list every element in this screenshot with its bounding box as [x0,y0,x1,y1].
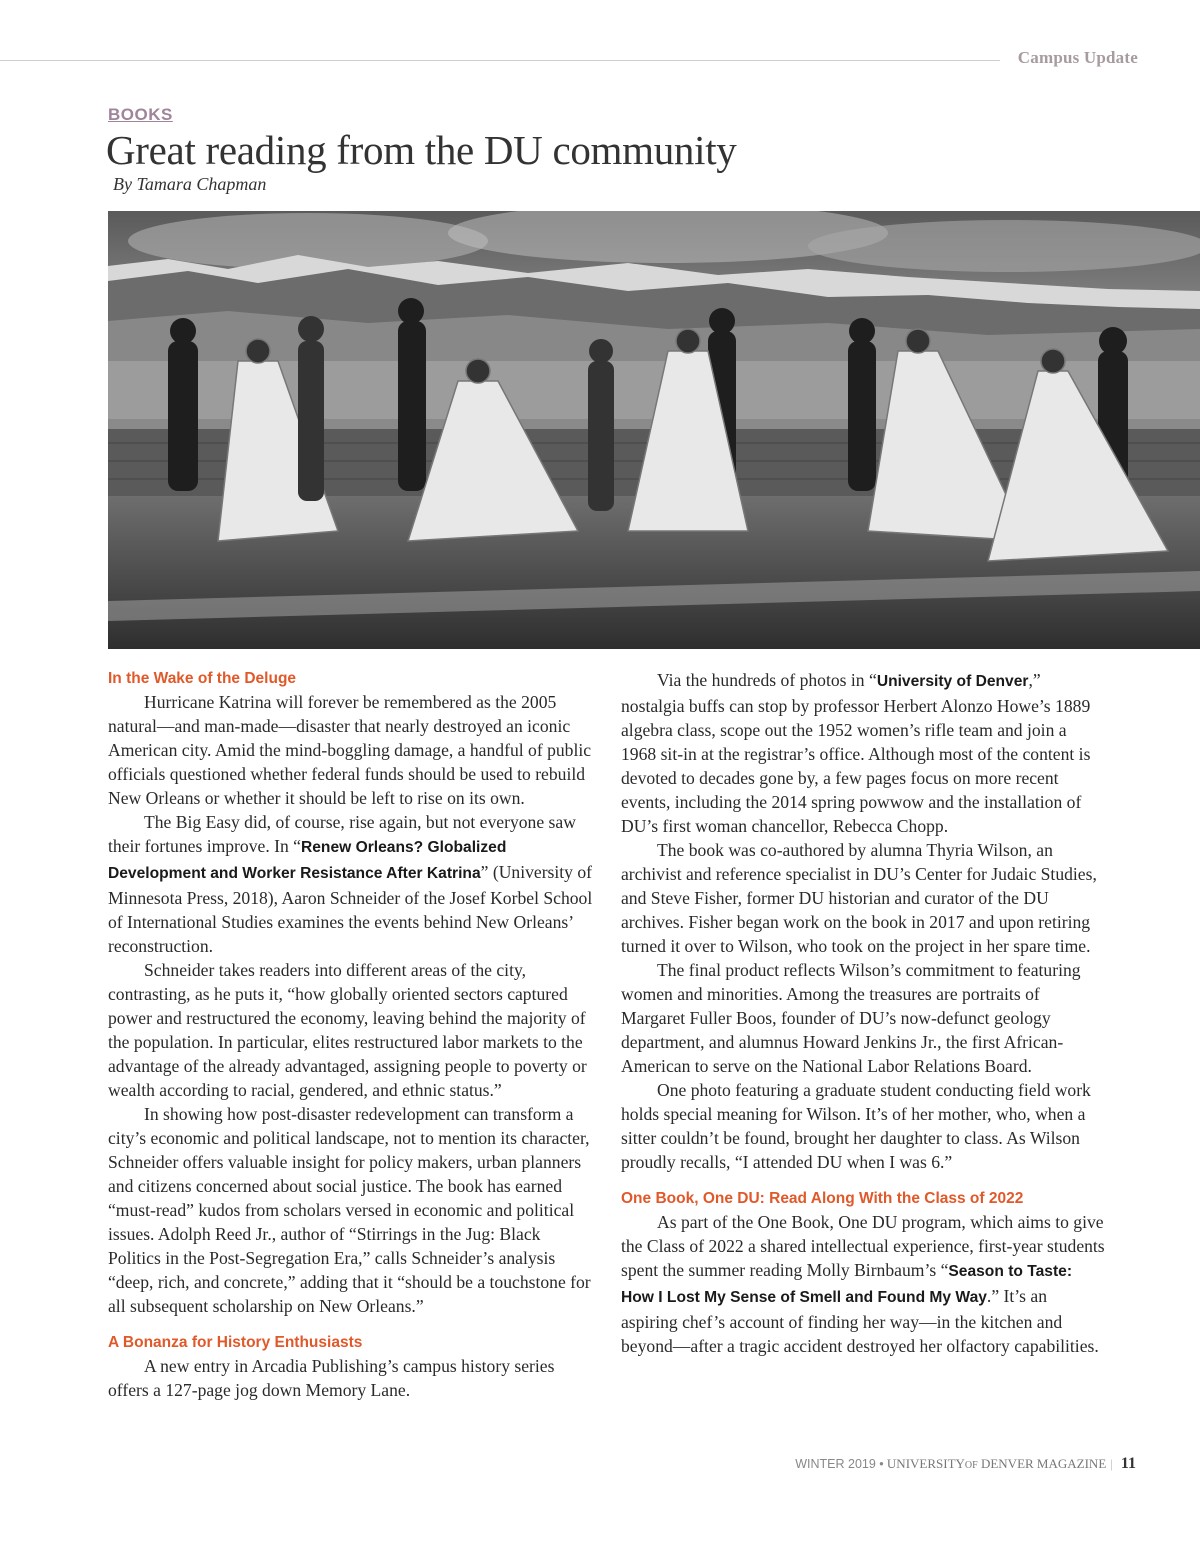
footer-pub-university: UNIVERSITY [886,1456,965,1471]
page-footer: WINTER 2019 • UNIVERSITYOF DENVER MAGAZINE | 11 [795,1455,1136,1472]
paragraph [621,1210,1106,1358]
paragraph: Schneider takes readers into different areas of the city, contrasting, as he puts it, “how globally oriented sectors captured power and restructured the economy, leaving behind the majority of the population. In particular, elites restructured labor markets to the advantage of the already advantaged, assigning people to poverty or wealth according to racial, gendered, and ethnic status.” [108,960,587,1100]
text-run: .” It’s an aspiring chef’s account of finding her way—in the kitchen and beyond—after a tragic accident destroyed her olfactory capabilities. [621,1286,1099,1356]
subhead-bonanza: A Bonanza for History Enthusiasts [108,1334,363,1351]
paragraph [621,668,1106,838]
text-run: ” (University of Minnesota Press, 2018), Aaron Schneider of the Josef Korbel School of International Studies examines the events behind New Orleans’ reconstruction. [108,862,593,956]
right-column [621,668,1106,1358]
paragraph: The book was co-authored by alumna Thyria Wilson, an archivist and reference specialist in DU’s Center for Judaic Studies, and Steve Fisher, former DU historian and curator of the DU archives. Fisher began work on the book in 2017 and upon retiring turned it over to Wilson, who took on the project in her spare time. [621,840,1097,956]
photo-illustration [108,211,1200,649]
footer-pub-of: OF [964,1460,978,1471]
paragraph: Hurricane Katrina will forever be remembered as the 2005 natural—and man-made—disaster that nearly destroyed an iconic American city. Amid the mind-boggling damage, a handful of public officials questioned whether federal funds should be used to rebuild New Orleans or whether it should be left to rise on its own. [108,692,592,808]
paragraph: A new entry in Arcadia Publishing’s campus history series offers a 127-page jog down Memory Lane. [108,1356,555,1400]
left-column [108,668,593,1402]
book-title-renew-orleans: Renew Orleans? Globalized Development and Worker Resistance After Katrina [108,839,507,882]
book-title-university-of-denver: University of Denver [876,673,1029,690]
text-run: ,” nostalgia buffs can stop by professor Herbert Alonzo Howe’s 1889 algebra class, scope out the 1952 women’s rifle team and join a 1968 sit-in at the registrar’s office. Although most of the content is devoted to decades gone by, a few pages focus on more recent events, including the 2014 spring powwow and the installation of DU’s first woman chancellor, Rebecca Chopp. [621,670,1091,836]
text-run: The Big Easy did, of course, rise again, but not everyone saw their fortunes improve. In “ [108,812,576,856]
subhead-one-book: One Book, One DU: Read Along With the Class of 2022 [621,1190,1024,1207]
header-rule [0,60,1000,61]
footer-pub-magazine: DENVER MAGAZINE [980,1456,1107,1471]
paragraph: One photo featuring a graduate student conducting field work holds special meaning for Wilson. It’s of her mother, who, when a sitter couldn’t be found, brought her daughter to class. As Wilson proudly recalls, “I attended DU when I was 6.” [621,1080,1091,1172]
paragraph: The final product reflects Wilson’s commitment to featuring women and minorities. Among the treasures are portraits of Margaret Fuller Boos, founder of DU’s now-defunct geology department, and alumnus Howard Jenkins Jr., the first African-American to serve on the National Labor Relations Board. [621,960,1081,1076]
article-byline: By Tamara Chapman [113,174,267,194]
book-title-season-to-taste: Season to Taste: How I Lost My Sense of Smell and Found My Way [621,1263,1073,1306]
subhead-wake-of-deluge: In the Wake of the Deluge [108,670,297,687]
text-run: As part of the One Book, One DU program, which aims to give the Class of 2022 a shared intellectual experience, first-year students spent the summer reading Molly Birnbaum’s “ [621,1212,1105,1280]
text-run: Via the hundreds of photos in “ [657,670,877,690]
paragraph: In showing how post-disaster redevelopment can transform a city’s economic and political landscape, not to mention its character, Schneider offers valuable insight for policy makers, urban planners and citizens concerned about social justice. The book has earned “must-read” kudos from scholars versed in economic and political issues. Adolph Reed Jr., author of “Stirrings in the Jug: Black Politics in the Post-Segregation Era,” calls Schneider’s analysis “deep, rich, and concrete,” adding that it “should be a touchstone for all subsequent scholarship on New Orleans.” [108,1104,591,1316]
footer-season: WINTER 2019 • [795,1457,884,1471]
dancers-photo [108,211,1200,649]
section-label: Campus Update [1017,48,1138,67]
article-title: Great reading from the DU community [106,127,737,173]
paragraph [108,810,593,958]
category-label: BOOKS [108,105,173,124]
page-number: 11 [1120,1455,1136,1472]
